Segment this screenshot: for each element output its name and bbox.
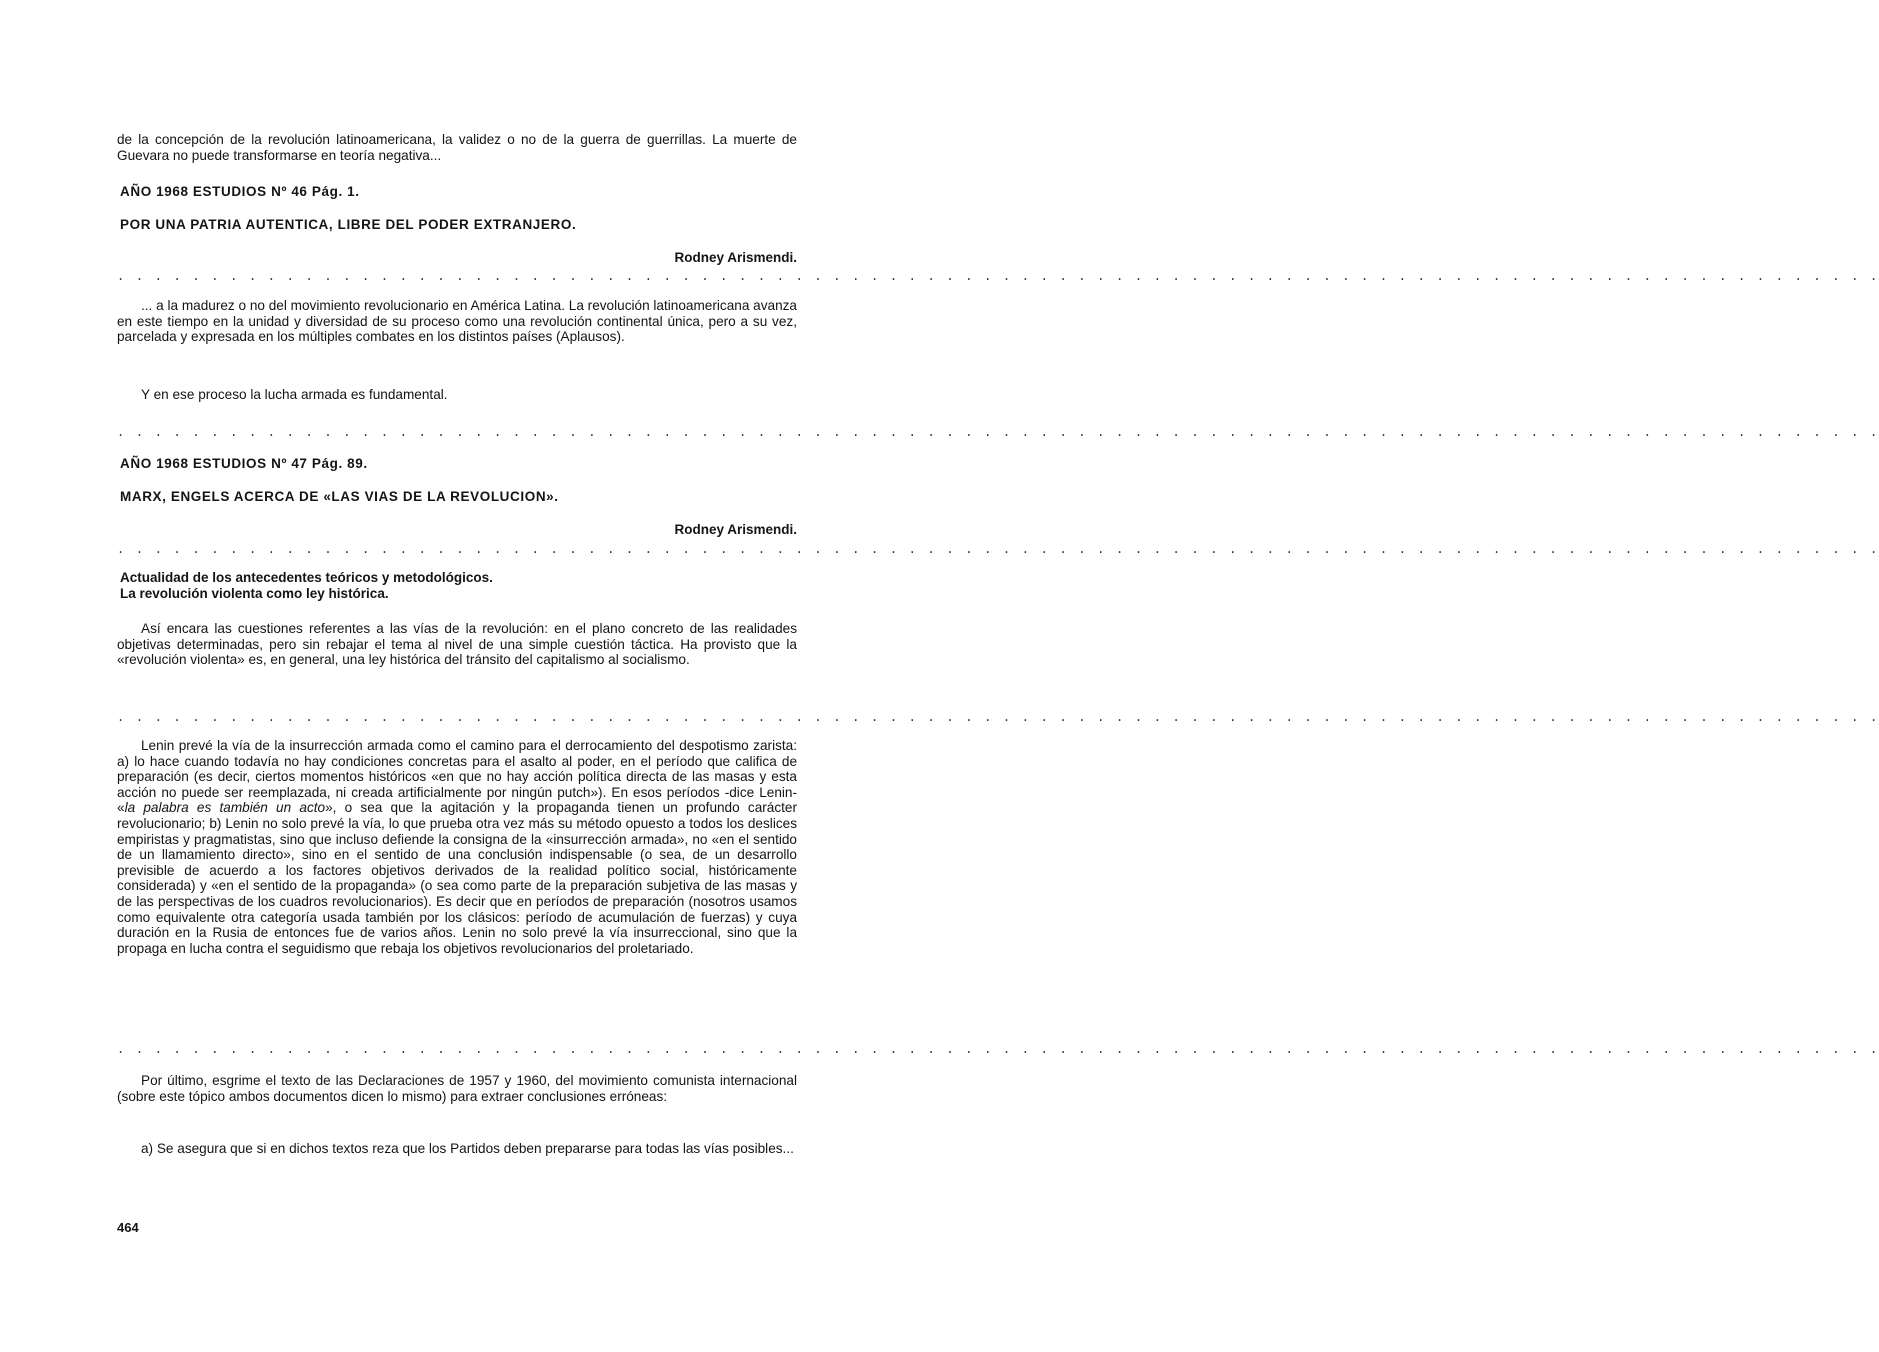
lenin-text-part1: Lenin prevé la vía de la insurrección armada como el camino para el derrocamiento del despotismo zarista: a) lo hace cuando todavía no hay condiciones concretas para el asalto al poder, en el período que califica de preparación (es decir, ciertos momentos históricos «en que no hay acción política directa de las masas y esta acción no puede ser reemplazada, ni creada artificialmente por ningún putch»). En esos períodos -dice Lenin- « xyxy=(117,738,797,816)
dotted-separator: . . . . . . . . . . . . . . . . . . . . . . . . . . . . . . . . . . . . . . . . . . . . . . . . . . . . . . . . . . . . . . . . . . . . . . . . . . . . . . . . . . . . . . . . . . . . . . xyxy=(117,710,1879,724)
section2-subheading2: La revolución violenta como ley histórica. xyxy=(120,586,389,601)
section2-title: MARX, ENGELS ACERCA DE «LAS VIAS DE LA REVOLUCION». xyxy=(120,489,559,504)
dotted-separator: . . . . . . . . . . . . . . . . . . . . . . . . . . . . . . . . . . . . . . . . . . . . . . . . . . . . . . . . . . . . . . . . . . . . . . . . . . . . . . . . . . . . . . . . . . . . . . xyxy=(117,542,1879,556)
dotted-separator: . . . . . . . . . . . . . . . . . . . . . . . . . . . . . . . . . . . . . . . . . . . . . . . . . . . . . . . . . . . . . . . . . . . . . . . . . . . . . . . . . . . . . . . . . . . . . . xyxy=(117,269,1879,283)
section1-heading: AÑO 1968 ESTUDIOS Nº 46 Pág. 1. xyxy=(120,184,360,199)
dotted-separator: . . . . . . . . . . . . . . . . . . . . . . . . . . . . . . . . . . . . . . . . . . . . . . . . . . . . . . . . . . . . . . . . . . . . . . . . . . . . . . . . . . . . . . . . . . . . . . xyxy=(117,425,1879,439)
section2-paragraph4: a) Se asegura que si en dichos textos reza que los Partidos deben prepararse para todas las vías posibles... xyxy=(141,1141,794,1156)
section2-heading: AÑO 1968 ESTUDIOS Nº 47 Pág. 89. xyxy=(120,456,368,471)
section2-paragraph1: Así encara las cuestiones referentes a las vías de la revolución: en el plano concreto de las realidades objetivas determinadas, pero sin rebajar el tema al nivel de una simple cuestión táctica. Ha provisto que la «revolución violenta» es, en general, una ley histórica del tránsito del capitalismo al socialismo. xyxy=(117,621,797,668)
section1-author: Rodney Arismendi. xyxy=(674,250,797,265)
lenin-text-part2: », o sea que la agitación y la propaganda tienen un profundo carácter revolucionario; b) Lenin no solo prevé la vía, lo que prueba otra vez más su método opuesto a todos los deslices empiristas y pragmatistas, sino que incluso defiende la consigna de la «insurrección armada», no «en el sentido de un llamamiento directo», sino en el sentido de una conclusión indispensable (o sea, de un desarrollo previsible de acuerdo a los factores objetivos derivados de la realidad político social, históricamente considerada) y «en el sentido de la propaganda» (o sea como parte de la preparación subjetiva de las masas y de las perspectivas de los cuadros revolucionarios). Es decir que en períodos de preparación (nosotros usamos como equivalente otra categoría usada también por los clásicos: período de acumulación de fuerzas) y cuya duración en la Rusia de entonces fue de varios años. Lenin no solo prevé la vía insurreccional, sino que la propaga en lucha contra el seguidismo que rebaja los objetivos revolucionarios del proletariado. xyxy=(117,800,797,956)
section2-paragraph3: Por último, esgrime el texto de las Declaraciones de 1957 y 1960, del movimiento comunista internacional (sobre este tópico ambos documentos dicen lo mismo) para extraer conclusiones erróneas: xyxy=(117,1073,797,1104)
section2-lenin-paragraph xyxy=(117,738,797,956)
section2-author: Rodney Arismendi. xyxy=(674,522,797,537)
section2-subheading1: Actualidad de los antecedentes teóricos y metodológicos. xyxy=(120,570,493,585)
section1-paragraph2: Y en ese proceso la lucha armada es fundamental. xyxy=(141,387,448,402)
section1-title: POR UNA PATRIA AUTENTICA, LIBRE DEL PODER EXTRANJERO. xyxy=(120,217,577,232)
dotted-separator: . . . . . . . . . . . . . . . . . . . . . . . . . . . . . . . . . . . . . . . . . . . . . . . . . . . . . . . . . . . . . . . . . . . . . . . . . . . . . . . . . . . . . . . . . . . . . . xyxy=(117,1042,1879,1056)
intro-paragraph: de la concepción de la revolución latinoamericana, la validez o no de la guerra de guerrillas. La muerte de Guevara no puede transformarse en teoría negativa... xyxy=(117,132,797,163)
lenin-quote-italic: la palabra es también un acto xyxy=(124,800,326,816)
page-number: 464 xyxy=(117,1220,139,1235)
section1-paragraph1: ... a la madurez o no del movimiento revolucionario en América Latina. La revolución latinoamericana avanza en este tiempo en la unidad y diversidad de su proceso como una revolución continental única, pero a su vez, parcelada y expresada en los múltiples combates en los distintos países (Aplausos). xyxy=(117,298,797,345)
